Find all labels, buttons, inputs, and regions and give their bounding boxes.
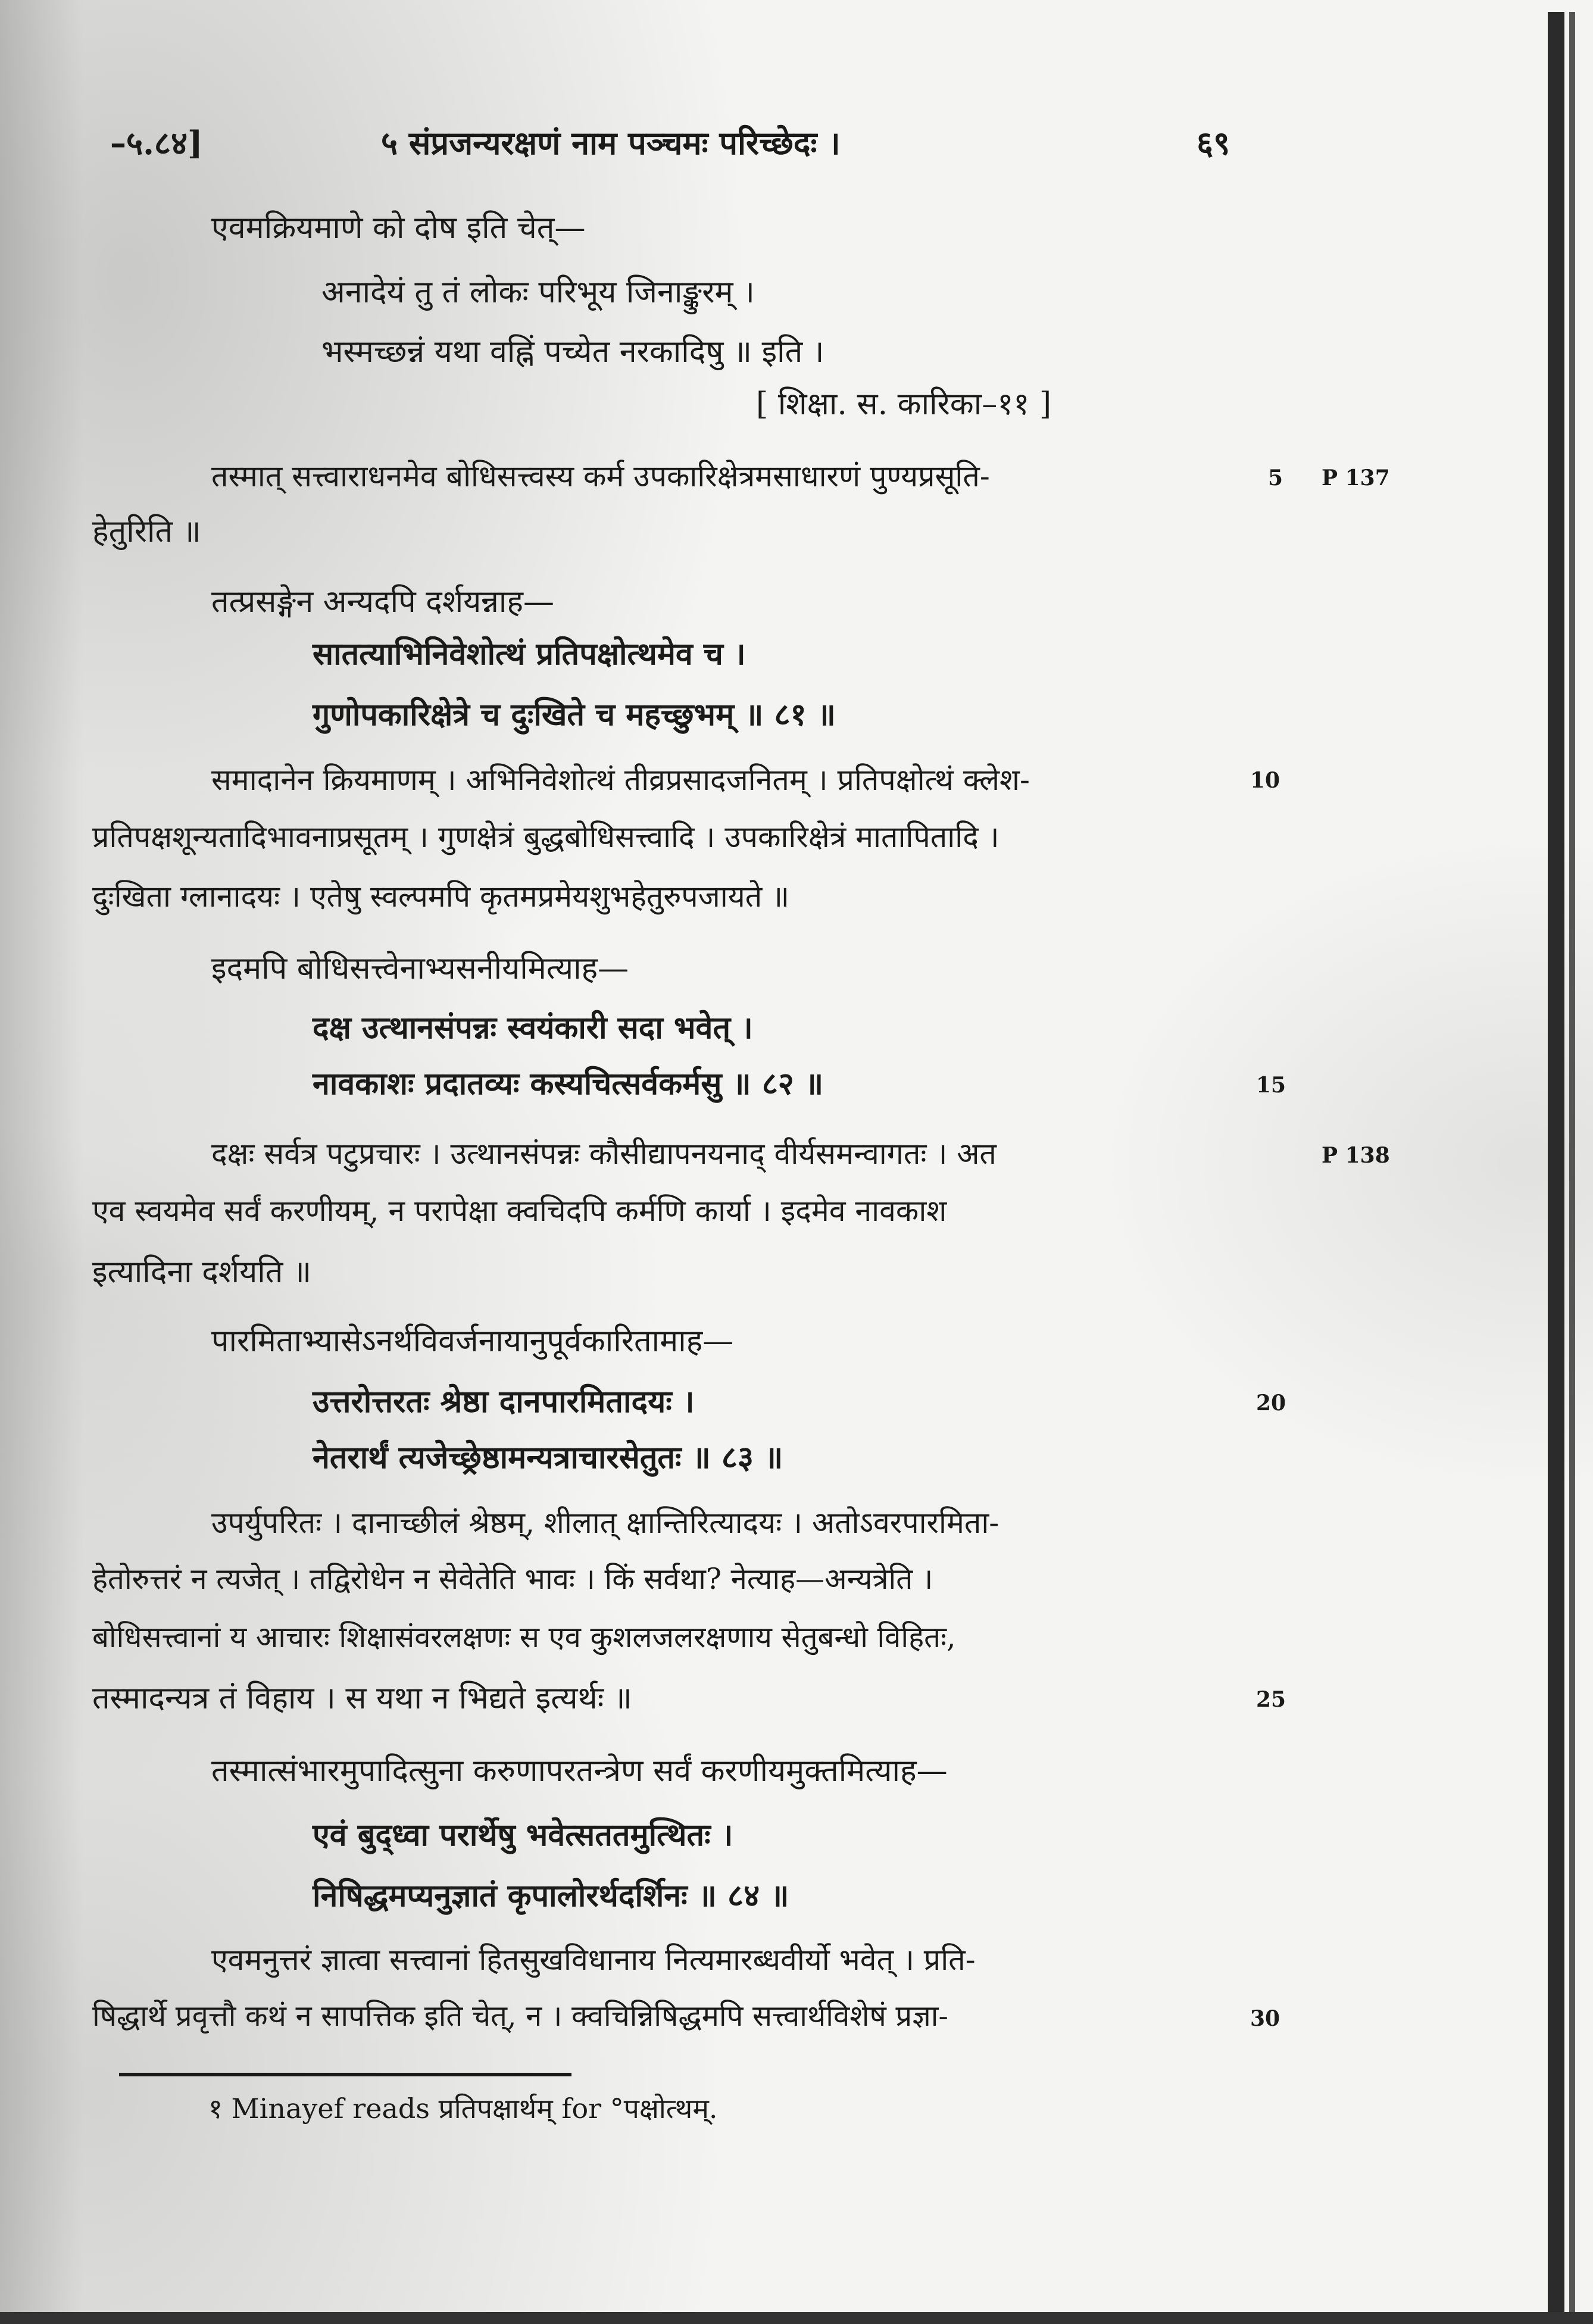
verse-line: निषिद्धमप्यनुज्ञातं कृपालोरर्थदर्शिनः ॥ ८४ ॥ [313, 1878, 789, 1914]
line-number: 25 [1256, 1687, 1286, 1712]
line-number: 10 [1250, 768, 1280, 793]
page-reference: P 138 [1322, 1143, 1390, 1168]
verse-line: सातत्याभिनिवेशोत्थं प्रतिपक्षोत्थमेव च । [313, 636, 746, 672]
quote-line: भस्मच्छन्नं यथा वह्निं पच्येत नरकादिषु ॥ इति । [321, 334, 824, 370]
page-edge-shadow [1548, 12, 1564, 2322]
page-number: ६९ [1197, 124, 1230, 162]
text-line: हेतुरिति ॥ [92, 514, 201, 549]
verse-line: उत्तरोत्तरतः श्रेष्ठा दानपारमितादयः । [313, 1383, 695, 1420]
running-head-title: ५ संप्रजन्यरक्षणं नाम पञ्चमः परिच्छेदः । [381, 124, 841, 162]
footnote: १ Minayef reads प्रतिपक्षार्थम् for °पक्षोत्थम्. [208, 2092, 718, 2125]
text-line: षिद्धार्थे प्रवृत्तौ कथं न सापत्तिक इति चेत्, न । क्वचिन्निषिद्धमपि सत्त्वार्थविशेषं प्रज्ञा- [92, 1999, 948, 2033]
text-line: तस्मादन्यत्र तं विहाय । स यथा न भिद्यते इत्यर्थः ॥ [92, 1680, 632, 1716]
verse-line: नेतरार्थं त्यजेच्छ्रेष्ठामन्यत्राचारसेतुतः ॥ ८३ ॥ [313, 1439, 783, 1476]
text-line: दुःखिता ग्लानादयः । एतेषु स्वल्पमपि कृतमप्रमेयशुभहेतुरुपजायते ॥ [92, 879, 790, 914]
text-line: हेतोरुत्तरं न त्यजेत् । तद्विरोधेन न सेवेतेति भावः । किं सर्वथा? नेत्याह—अन्यत्रेति । [92, 1562, 933, 1596]
text-line: इत्यादिना दर्शयति ॥ [92, 1254, 312, 1290]
verse-line: दक्ष उत्थानसंपन्नः स्वयंकारी सदा भवेत् । [313, 1010, 753, 1046]
page-bottom-edge [0, 2312, 1593, 2324]
text-line: एव स्वयमेव सर्वं करणीयम्, न परापेक्षा क्वचिदपि कर्मणि कार्या । इदमेव नावकाश [92, 1194, 947, 1228]
text-line: तस्मात्संभारमुपादित्सुना करुणापरतन्त्रेण सर्वं करणीयमुक्तमित्याह— [211, 1753, 948, 1789]
text-line: उपर्युपरितः । दानाच्छीलं श्रेष्ठम्, शीलात् क्षान्तिरित्यादयः । अतोऽवरपारमिता- [211, 1505, 999, 1540]
text-line: प्रतिपक्षशून्यतादिभावनाप्रसूतम् । गुणक्षेत्रं बुद्धबोधिसत्त्वादि । उपकारिक्षेत्रं मातापितादि । [92, 820, 999, 854]
line-number: 15 [1256, 1073, 1286, 1098]
verse-line: गुणोपकारिक्षेत्रे च दुःखिते च महच्छुभम् ॥ ८१ ॥ [313, 696, 836, 733]
text-line: इदमपि बोधिसत्त्वेनाभ्यसनीयमित्याह— [211, 951, 629, 986]
citation: [ शिक्षा. स. कारिका–११ ] [756, 386, 1052, 422]
line-number: 20 [1256, 1391, 1286, 1416]
verse-line: एवं बुद्ध्वा परार्थेषु भवेत्सततमुत्थितः । [313, 1817, 733, 1853]
text-line: एवमनुत्तरं ज्ञात्वा सत्त्वानां हितसुखविधानाय नित्यमारब्धवीर्यो भवेत् । प्रति- [211, 1942, 976, 1977]
page-edge-shadow-outer [1569, 12, 1575, 2322]
text-line: पारमिताभ्यासेऽनर्थविवर्जनायानुपूर्वकारितामाह— [211, 1323, 734, 1359]
text-line: एवमक्रियमाणे को दोष इति चेत्— [211, 210, 586, 246]
footnote-rule [119, 2073, 571, 2076]
running-head-verse-range: –५.८४] [110, 124, 203, 162]
text-line: दक्षः सर्वत्र पटुप्रचारः । उत्थानसंपन्नः कौसीद्यापनयनाद् वीर्यसमन्वागतः । अत [211, 1136, 997, 1171]
page-reference: P 137 [1322, 466, 1390, 491]
quote-line: अनादेयं तु तं लोकः परिभूय जिनाङ्कुरम् । [321, 274, 755, 310]
verse-line: नावकाशः प्रदातव्यः कस्यचित्सर्वकर्मसु ॥ ८२ ॥ [313, 1066, 824, 1102]
text-line: बोधिसत्त्वानां य आचारः शिक्षासंवरलक्षणः स एव कुशलजलरक्षणाय सेतुबन्धो विहितः, [92, 1620, 956, 1654]
text-line: तस्मात् सत्त्वाराधनमेव बोधिसत्त्वस्य कर्म उपकारिक्षेत्रमसाधारणं पुण्यप्रसूति- [211, 459, 990, 493]
text-line: समादानेन क्रियमाणम् । अभिनिवेशोत्थं तीव्रप्रसादजनितम् । प्रतिपक्षोत्थं क्लेश- [211, 763, 1030, 797]
text-line: तत्प्रसङ्गेन अन्यदपि दर्शयन्नाह— [211, 584, 554, 620]
line-number: 30 [1250, 2006, 1280, 2031]
line-number: 5 [1268, 466, 1283, 491]
